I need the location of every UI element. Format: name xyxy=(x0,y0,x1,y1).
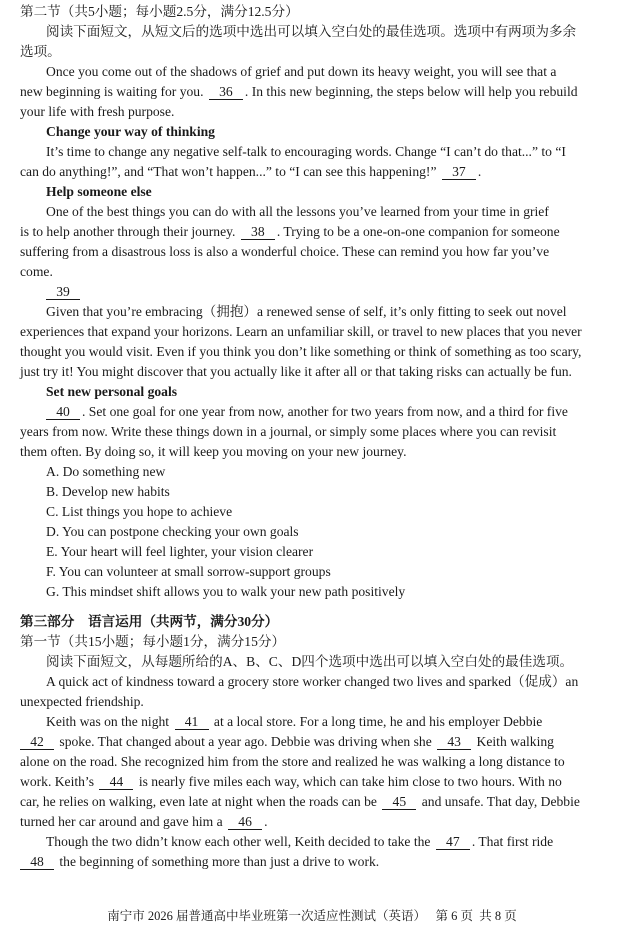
passage-line xyxy=(20,282,608,302)
option-d: D. You can postpone checking your own goals xyxy=(46,524,299,539)
blank-38: 38 xyxy=(241,224,275,240)
blank-36: 36 xyxy=(209,84,243,100)
blank-37: 37 xyxy=(442,164,476,180)
passage-line: turned her car around and gave him a 46 . xyxy=(20,814,268,829)
option-c: C. List things you hope to achieve xyxy=(46,504,233,519)
passage-line: A quick act of kindness toward a grocery store worker changed two lives and sparked（促成）an xyxy=(46,674,579,689)
passage-line: Though the two didn’t know each other well, Keith decided to take the 47 . That first ride xyxy=(46,834,554,849)
passage-line: car, he relies on walking, even late at night when the roads can be 45 and unsafe. That day, Debbie xyxy=(20,794,580,809)
exam-name: 南宁市 2026 届普通高中毕业班第一次适应性测试（英语） xyxy=(107,909,427,923)
part-3-title: 第三部分 语言运用（共两节，满分30分） xyxy=(20,614,279,629)
passage-line: 48 the beginning of something more than just a drive to work. xyxy=(20,852,608,872)
passage-line: experiences that expand your horizons. Learn an unfamiliar skill, or travel to new places that you never xyxy=(20,324,582,339)
blank-42: 42 xyxy=(20,734,54,750)
passage-line: them often. By doing so, it will keep you moving on your new journey. xyxy=(20,444,407,459)
passage-line: new beginning is waiting for you. 36 . In this new beginning, the steps below will help you rebuild xyxy=(20,84,578,99)
page-number: 第 6 页 共 8 页 xyxy=(435,909,517,923)
passage-line: One of the best things you can do with all the lessons you’ve learned from your time in grief xyxy=(46,204,549,219)
page-footer xyxy=(0,906,624,926)
option-g: G. This mindset shift allows you to walk your new path positively xyxy=(46,584,406,599)
passage-line: is to help another through their journey. 38 . Trying to be a one-on-one companion for someone xyxy=(20,224,560,239)
subheading-set-goals: Set new personal goals xyxy=(46,384,178,399)
section-2-instructions-cont: 选项。 xyxy=(20,44,61,59)
passage-line: Given that you’re embracing（拥抱）a renewed sense of self, it’s only fitting to seek out novel xyxy=(46,304,567,319)
blank-43: 43 xyxy=(437,734,471,750)
subheading-change-thinking: Change your way of thinking xyxy=(46,124,215,139)
blank-46: 46 xyxy=(228,814,262,830)
passage-line: come. xyxy=(20,264,53,279)
part-3-instructions: 阅读下面短文，从每题所给的A、B、C、D四个选项中选出可以填入空白处的最佳选项。 xyxy=(46,654,574,669)
blank-45: 45 xyxy=(382,794,416,810)
blank-44: 44 xyxy=(99,774,133,790)
option-a: A. Do something new xyxy=(46,464,166,479)
blank-48: 48 xyxy=(20,854,54,870)
passage-line: your life with fresh purpose. xyxy=(20,104,175,119)
passage-line: unexpected friendship. xyxy=(20,694,144,709)
passage-line: Keith was on the night 41 at a local store. For a long time, he and his employer Debbie xyxy=(46,714,543,729)
passage-line: alone on the road. She recognized him from the store and realized he was walking a long distance to xyxy=(20,754,565,769)
passage-line: can do anything!”, and “That won’t happen...” to “I can see this happening!” 37 . xyxy=(20,164,482,179)
section-spacer xyxy=(20,602,608,612)
passage-line: just try it! You might discover that you actually like it after all or that taking risks can actually be fun. xyxy=(20,364,572,379)
blank-40: 40 xyxy=(46,404,80,420)
part-3-section-1-title: 第一节（共15小题；每小题1分，满分15分） xyxy=(20,634,286,649)
blank-39: 39 xyxy=(46,284,80,300)
passage-line: 40 . Set one goal for one year from now, another for two years from now, and a third for five xyxy=(20,402,608,422)
blank-41: 41 xyxy=(175,714,209,730)
passage-line: 42 spoke. That changed about a year ago. Debbie was driving when she 43 Keith walking xyxy=(20,732,608,752)
passage-line: thought you would visit. Even if you think you don’t like something or think of something as too scary, xyxy=(20,344,582,359)
option-e: E. Your heart will feel lighter, your vision clearer xyxy=(46,544,314,559)
passage-line: suffering from a disastrous loss is also a wonderful choice. These can remind you how far you’ve xyxy=(20,244,550,259)
passage-line: years from now. Write these things down in a journal, or simply some places where you can revisit xyxy=(20,424,557,439)
blank-47: 47 xyxy=(436,834,470,850)
section-2-title: 第二节（共5小题；每小题2.5分，满分12.5分） xyxy=(20,4,299,19)
section-2-instructions: 阅读下面短文，从短文后的选项中选出可以填入空白处的最佳选项。选项中有两项为多余 xyxy=(46,24,577,39)
option-b: B. Develop new habits xyxy=(46,484,170,499)
option-f: F. You can volunteer at small sorrow-support groups xyxy=(46,564,331,579)
passage-line: Once you come out of the shadows of grief and put down its heavy weight, you will see that a xyxy=(46,64,557,79)
passage-line: work. Keith’s 44 is nearly five miles each way, which can take him close to two hours. With no xyxy=(20,774,562,789)
subheading-help-someone: Help someone else xyxy=(46,184,152,199)
passage-line: It’s time to change any negative self-talk to encouraging words. Change “I can’t do that...” to “I xyxy=(46,144,566,159)
